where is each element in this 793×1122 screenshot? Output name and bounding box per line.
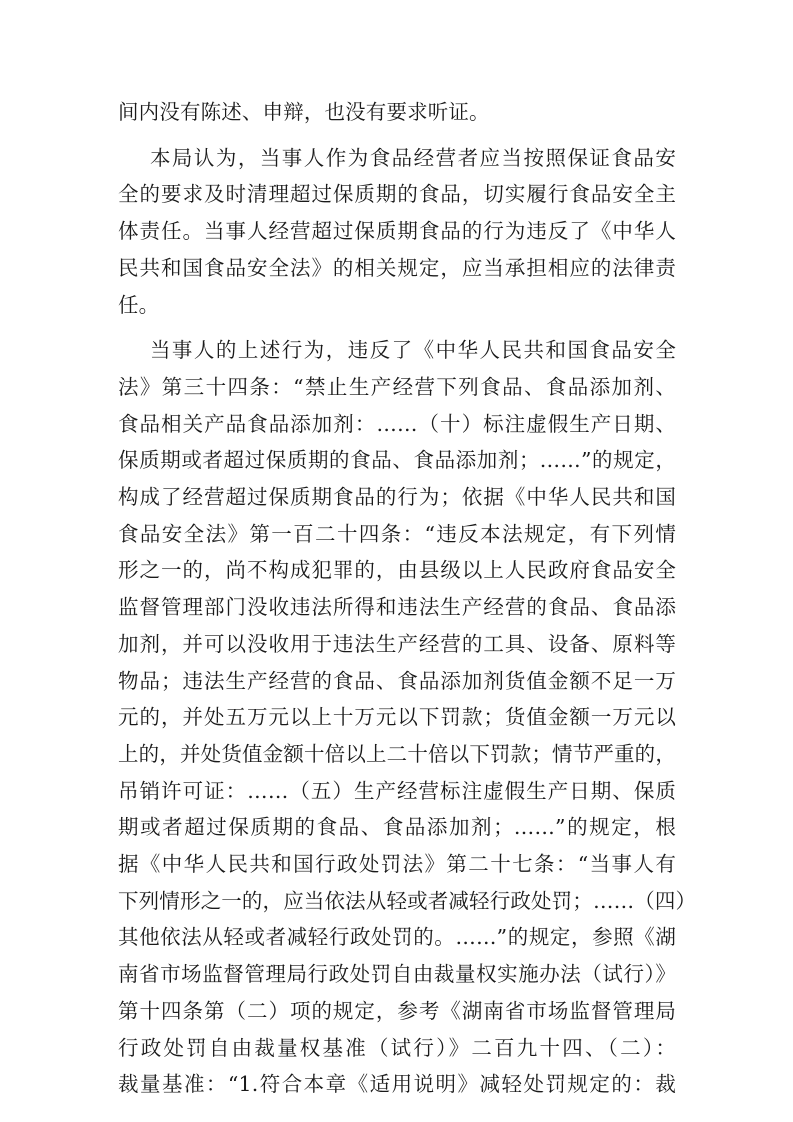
text-line: 保质期或者超过保质期的食品、食品添加剂；……”的规定， [118, 448, 676, 473]
text-line: 构成了经营超过保质期食品的行为；依据《中华人民共和国 [118, 485, 676, 510]
text-line: 南省市场监督管理局行政处罚自由裁量权实施办法（试行）》 [118, 962, 676, 987]
text-line: 本局认为，当事人作为食品经营者应当按照保证食品安 [118, 145, 676, 170]
text-line: 元的，并处五万元以上十万元以下罚款；货值金额一万元以 [118, 705, 676, 730]
text-line: 物品；违法生产经营的食品、食品添加剂货值金额不足一万 [118, 668, 676, 693]
text-line: 吊销许可证：……（五）生产经营标注虚假生产日期、保质 [118, 778, 676, 803]
text-line: 下列情形之一的，应当依法从轻或者减轻行政处罚；……（四） [118, 888, 697, 913]
text-line: 当事人的上述行为，违反了《中华人民共和国食品安全 [118, 338, 676, 363]
document-body [118, 94, 697, 1103]
paragraph [118, 140, 676, 324]
paragraph [118, 332, 697, 1103]
text-line: 体责任。当事人经营超过保质期食品的行为违反了《中华人 [118, 219, 676, 244]
text-line: 法》第三十四条：“禁止生产经营下列食品、食品添加剂、 [118, 374, 676, 399]
text-line: 据《中华人民共和国行政处罚法》第二十七条：“当事人有 [118, 852, 676, 877]
text-line: 上的，并处货值金额十倍以上二十倍以下罚款；情节严重的， [118, 741, 676, 766]
text-line: 行政处罚自由裁量权基准（试行）》二百九十四、（二）： [118, 1035, 676, 1060]
text-line: 期或者超过保质期的食品、食品添加剂；……”的规定，根 [118, 815, 676, 840]
text-line: 形之一的，尚不构成犯罪的，由县级以上人民政府食品安全 [118, 558, 676, 583]
text-line: 其他依法从轻或者减轻行政处罚的。……”的规定，参照《湖 [118, 925, 676, 950]
text-line: 加剂，并可以没收用于违法生产经营的工具、设备、原料等 [118, 631, 676, 656]
text-line: 民共和国食品安全法》的相关规定，应当承担相应的法律责 [118, 255, 676, 280]
text-line: 食品相关产品食品添加剂：……（十）标注虚假生产日期、 [118, 411, 676, 436]
text-line: 全的要求及时清理超过保质期的食品，切实履行食品安全主 [118, 182, 676, 207]
text-line: 任。 [118, 292, 160, 317]
paragraph [118, 94, 676, 131]
text-line: 裁量基准：“1.符合本章《适用说明》减轻处罚规定的：裁 [118, 1072, 676, 1097]
text-line: 第十四条第（二）项的规定，参考《湖南省市场监督管理局 [118, 998, 676, 1023]
text-line: 食品安全法》第一百二十四条：“违反本法规定，有下列情 [118, 521, 676, 546]
text-line: 监督管理部门没收违法所得和违法生产经营的食品、食品添 [118, 595, 676, 620]
text-line: 间内没有陈述、申辩，也没有要求听证。 [118, 100, 490, 124]
